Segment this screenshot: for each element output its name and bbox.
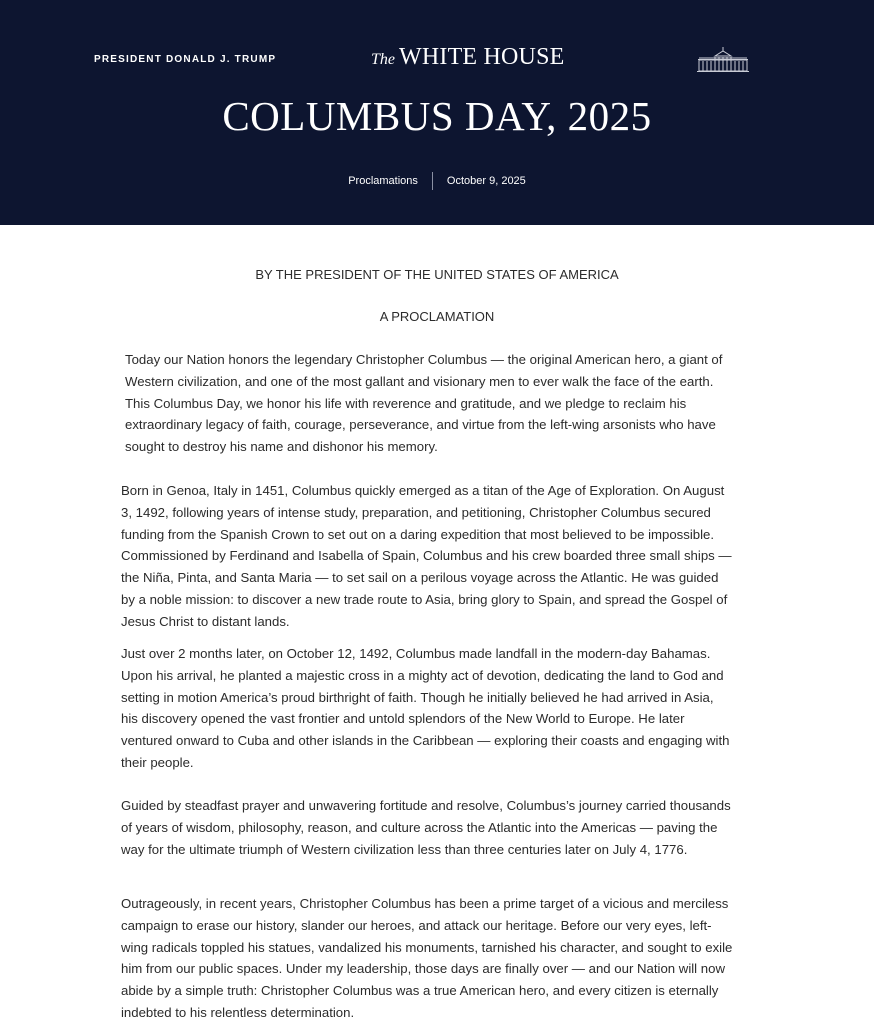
paragraph-2: Born in Genoa, Italy in 1451, Columbus quickly emerged as a titan of the Age of Exploration. On August 3, 1492, following years of intense study, preparation, and petitioning, Christopher Columbus secured funding from the Spanish Crown to set out on a daring expedition that most believed to be impossible. Commissioned by Ferdinand and Isabella of Spain, Columbus and his crew boarded three small ships — the Niña, Pinta, and Santa Maria — to set sail on a perilous voyage across the Atlantic. He was guided by a noble mission: to discover a new trade route to Asia, bring glory to Spain, and spread the Gospel of Jesus Christ to distant lands. [121, 483, 732, 629]
logo-the: The [371, 51, 395, 68]
paragraph-4: Guided by steadfast prayer and unwavering fortitude and resolve, Columbus’s journey carried thousands of years of wisdom, philosophy, reason, and culture across the Atlantic into the Americas — paving the way for the ultimate triumph of Western civilization less than three centuries later on July 4, 1776. [121, 798, 731, 857]
proclamation-subheading: A PROCLAMATION [379, 309, 495, 324]
proclamation-heading: BY THE PRESIDENT OF THE UNITED STATES OF AMERICA [255, 267, 619, 282]
meta-divider [432, 172, 433, 190]
paragraph-5: Outrageously, in recent years, Christopher Columbus has been a prime target of a vicious and merciless campaign to erase our history, slander our heroes, and attack our heritage. Before our very eyes, left-wing radicals toppled his statues, vandalized his monuments, tarnished his character, and sought to exile him from our public spaces. Under my leadership, those days are finally over — and our Nation will now abide by a simple truth: Christopher Columbus was a true American hero, and every citizen is eternally indebted to his relentless determination. [121, 896, 733, 1020]
proclamation-body [0, 225, 874, 1024]
logo-wordmark: WHITE HOUSE [399, 44, 565, 70]
site-header [0, 0, 874, 225]
category-link[interactable]: Proclamations [348, 175, 418, 187]
paragraph-1: Today our Nation honors the legendary Christopher Columbus — the original American hero, a giant of Western civilization, and one of the most gallant and visionary men to ever walk the face of the earth. This Columbus Day, we honor his life with reverence and gratitude, and we pledge to reclaim his extraordinary legacy of faith, courage, perseverance, and virtue from the left-wing arsonists who have sought to destroy his name and dishonor his memory. [125, 352, 723, 455]
white-house-building-icon[interactable] [695, 46, 751, 74]
paragraph-3: Just over 2 months later, on October 12, 1492, Columbus made landfall in the modern-day Bahamas. Upon his arrival, he planted a majestic cross in a mighty act of devotion, dedicating the land to God and setting in motion America’s proud birthright of faith. Though he initially believed he had arrived in Asia, his discovery opened the vast frontier and untold splendors of the New World to Europe. He later ventured onward to Cuba and other islands in the Caribbean — exploring their coasts and engaging with their people. [121, 646, 730, 770]
page-title: COLUMBUS DAY, 2025 [222, 93, 652, 139]
president-name-link[interactable]: PRESIDENT DONALD J. TRUMP [94, 54, 277, 65]
publish-date: October 9, 2025 [446, 175, 526, 187]
white-house-logo[interactable] [371, 44, 565, 71]
post-meta [0, 172, 874, 190]
